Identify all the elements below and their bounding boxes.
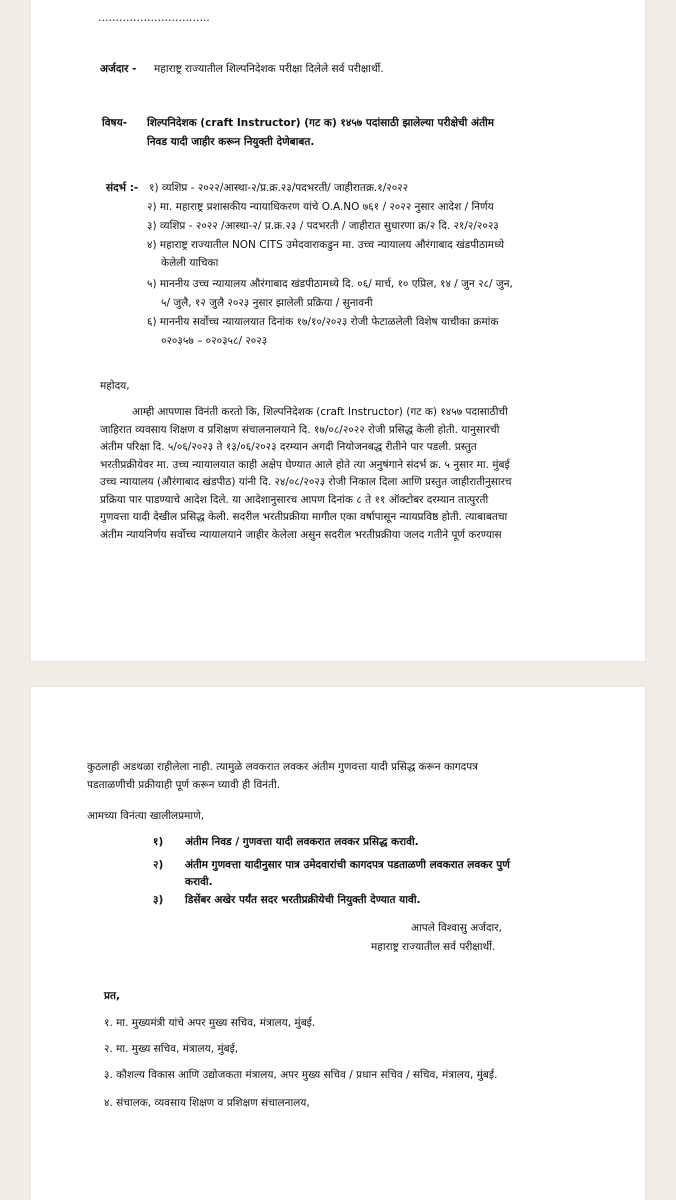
body-line: गुणवत्ता यादी देखील प्रसिद्ध केली. सदरील भरतीप्रक्रीया मागील एका वर्षापासून न्यायप्रविष्ठ होती. त्याबाबतचा xyxy=(100,511,508,523)
request-number: १) xyxy=(153,836,164,848)
reference-item: १) व्यशिप्र - २०२२/आस्था-२/प्र.क्र.२३/पदभरती/ जाहीरातक्र.१/२०२२ xyxy=(149,182,409,194)
request-item: अंतीम गुणवत्ता यादीनुसार पात्र उमेदवारांची कागदपत्र पडताळणी लवकरात लवकर पुर्ण xyxy=(185,859,510,871)
copy-item: ३. कौशल्य विकास आणि उद्योजकता मंत्रालय, अपर मुख्य सचिव / प्रधान सचिव / सचिव, मंत्रालय, मुंबई. xyxy=(104,1069,498,1081)
request-item: अंतीम निवड / गुणवत्ता यादी लवकरात लवकर प्रसिद्ध करावी. xyxy=(185,836,419,848)
reference-item: ३) व्यशिप्र - २०२२ /आस्था-२/ प्र.क्र.२३ / पदभरती / जाहीरात सुधारणा क्र/२ दि. २१/२/२०२३ xyxy=(147,220,499,232)
body-line: भरतीप्रक्रीयेवर मा. उच्च न्यायालयात काही अक्षेप घेण्यात आले होते त्या अनुषंगाने संदर्भ क्र. ५ नुसार मा. मुंबई xyxy=(100,458,510,471)
copy-item: १. मा. मुख्यमंत्री यांचे अपर मुख्य सचिव, मंत्रालय, मुंबई. xyxy=(104,1017,316,1029)
subject-line: शिल्पनिदेशक (craft Instructor) (गट क) १४५७ पदांसाठी झालेल्या परीक्षेची अंतीम xyxy=(147,117,495,129)
copy-item: ४. संचालक, व्यवसाय शिक्षण व प्रशिक्षण संचालनालय, xyxy=(104,1097,310,1109)
document-page-1 xyxy=(31,0,645,661)
body-line: उच्च न्यायालय (औरंगाबाद खंडपीठ) यांनी दि. २४/०८/२०२३ रोजी निकाल दिला आणि प्रस्तुत जाहीरातीनुसारच xyxy=(100,476,512,488)
reference-item: ५) माननीय उच्च न्यायालय औरंगाबाद खंडपीठामध्ये दि. ०६/ मार्च, १० एप्रिल, १४ / जुन २८/ जुन, xyxy=(147,278,513,290)
continuation-paragraph xyxy=(87,759,607,794)
reference-item: केलेली याचिका xyxy=(161,257,219,269)
body-paragraph xyxy=(100,404,620,544)
requests-intro: आमच्या विनंत्या खालीलप्रमाणे, xyxy=(87,810,205,822)
body-line: आम्ही आपणास विनंती करतो कि, शिल्पनिदेशक (craft Instructor) (गट क) १४५७ पदासाठीची xyxy=(132,406,508,418)
body-line: जाहिरात व्यवसाय शिक्षण व प्रशिक्षण संचालनालयाने दि. १७/०८/२०२२ रोजी प्रसिद्ध केली होती. यानुसारची xyxy=(100,423,500,436)
body-line: अंतीम न्यायनिर्णय सर्वोच्च न्यायालयाने जाहीर केलेला असुन सदरील भरतीप्रक्रीया जलद गतीने पूर्ण करण्यास xyxy=(100,528,502,541)
reference-item: ६) माननीय सर्वोच्च न्यायालयात दिनांक १७/१०/२०२३ रोजी फेटाळलेली विशेष याचीका क्रमांक xyxy=(147,316,499,328)
request-item: करावी. xyxy=(185,876,213,888)
body-line: कुठलाही अडथळा राहीलेला नाही. त्यामुळे लवकरात लवकर अंतीम गुणवत्ता यादी प्रसिद्ध करून कागदपत्र xyxy=(87,761,478,773)
reference-item: २) मा. महाराष्ट्र प्रशासकीय न्यायाधिकरण यांचे O.A.NO ७६१ / २०२२ नुसार आदेश / निर्णय xyxy=(147,201,494,213)
reference-label: संदर्भ :- xyxy=(106,182,139,194)
document-page-2 xyxy=(31,687,645,1200)
body-line: पडताळणीची प्रक्रीयाही पूर्ण करून घ्यावी ही विनंती. xyxy=(87,778,281,791)
reference-item: ५/ जुलै, १२ जुलै २०२३ नुसार झालेली प्रक्रिया / सुनावनी xyxy=(161,297,373,309)
copy-item: २. मा. मुख्य सचिव, मंत्रालय, मुंबई, xyxy=(104,1043,239,1055)
reference-item: ४) महाराष्ट्र राज्यातील NON CITS उमेदवाराकडुन मा. उच्च न्यायालय औरंगाबाद खंडपीठामध्ये xyxy=(147,239,505,251)
reference-item: ०२०३५७ – ०२०३५८/ २०२३ xyxy=(161,335,268,347)
applicant-text: महाराष्ट्र राज्यातील शिल्पनिदेशक परीक्षा दिलेले सर्व परीक्षार्थी. xyxy=(154,63,384,75)
subject-line: निवड यादी जाहीर करून नियुक्ती देणेबाबत. xyxy=(147,136,315,148)
salutation: महोदय, xyxy=(100,380,130,392)
signoff-line: आपले विश्वासु अर्जदार, xyxy=(411,922,502,934)
request-item: डिसेंबर अखेर पर्यंत सदर भरतीप्रक्रीयेची नियुक्ती देण्यात यावी. xyxy=(185,894,421,906)
applicant-label: अर्जदार - xyxy=(100,63,137,75)
request-number: २) xyxy=(153,859,164,871)
signoff-line: महाराष्ट्र राज्यातील सर्व परीक्षार्थी. xyxy=(371,941,496,953)
body-line: प्रक्रिया पार पाडण्याचे आदेश दिले. या आदेशानुसारच आपण दिनांक ८ ते ११ ऑक्टोबर दरम्यान तात्पुरती xyxy=(100,493,489,506)
dotted-line: ………………………….. xyxy=(98,12,210,24)
subject-label: विषय- xyxy=(102,117,128,129)
request-number: ३) xyxy=(153,894,164,906)
body-line: अंतीम परिक्षा दि. ५/०६/२०२३ ते १३/०६/२०२३ दरम्यान अगदी नियोजनबद्ध रीतीने पार पडली. प्रस्तुत xyxy=(100,441,477,453)
copy-label: प्रत, xyxy=(104,990,120,1002)
